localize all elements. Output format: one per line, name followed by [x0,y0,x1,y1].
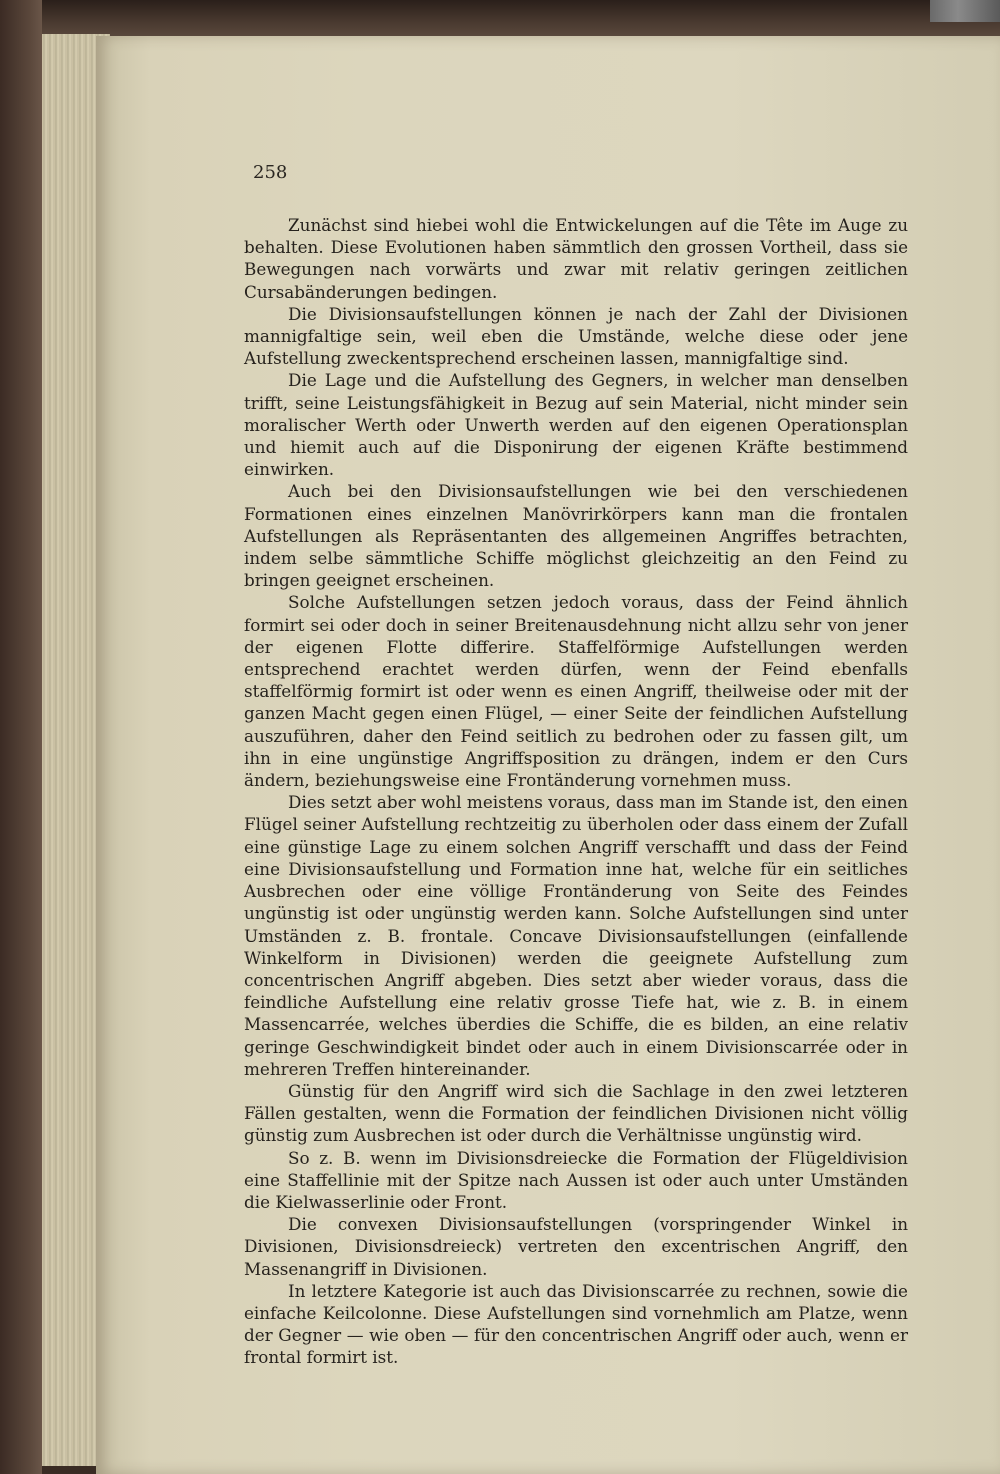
paragraph: Die Lage und die Aufstellung des Gegners, in welcher man denselben trifft, seine Leistungsfähigkeit in Bezug auf sein Material, nicht minder sein moralischer Werth oder Unwerth werden auf den eigenen Operationsplan und hiemit auch auf die Disponirung der eigenen Kräfte bestimmend einwirken. [244,370,908,480]
page-number: 258 [253,162,288,183]
book-cover-top-edge [0,0,1000,38]
paragraph: So z. B. wenn im Divisionsdreiecke die Formation der Flügeldivision eine Staffellinie mit der Spitze nach Aussen ist oder auch unter Umständen die Kielwasserlinie oder Front. [244,1147,908,1212]
scanner-corner [930,0,1000,22]
body-text [244,214,908,1369]
paragraph: Zunächst sind hiebei wohl die Entwickelungen auf die Tête im Auge zu behalten. Diese Evolutionen haben sämmtlich den grossen Vortheil, dass sie Bewegungen nach vorwärts und zwar mit relativ geringen zeitlichen Cursabänderungen bedingen. [244,215,908,302]
paragraph: Dies setzt aber wohl meistens voraus, dass man im Stande ist, den einen Flügel seiner Aufstellung rechtzeitig zu überholen oder dass einem der Zufall eine günstige Lage zu einem solchen Angriff verschafft und dass der Feind eine Divisionsaufstellung und Formation inne hat, welche für ein seitliches Ausbrechen oder eine völlige Frontänderung von Seite des Feindes ungünstig ist oder ungünstig werden kann. Solche Aufstellungen sind unter Umständen z. B. frontale. Concave Divisionsaufstellungen (einfallende Winkelform in Divisionen) werden die geeignete Aufstellung zum concentrischen Angriff abgeben. Dies setzt aber wieder voraus, dass die feindliche Aufstellung eine relativ grosse Tiefe hat, wie z. B. in einem Massencarrée, welches überdies die Schiffe, die es bilden, an eine relativ geringe Geschwindigkeit bindet oder auch in einem Divisionscarrée oder in mehreren Treffen hintereinander. [244,792,908,1079]
paragraph: Die convexen Divisionsaufstellungen (vorspringender Winkel in Divisionen, Divisionsdreieck) vertreten den excentrischen Angriff, den Massenangriff in Divisionen. [244,1214,908,1279]
paragraph: Solche Aufstellungen setzen jedoch voraus, dass der Feind ähnlich formirt sei oder doch in seiner Breitenausdehnung nicht allzu sehr von jener der eigenen Flotte differire. Staffelförmige Aufstellungen werden entsprechend erachtet werden dürfen, wenn der Feind ebenfalls staffelförmig formirt ist oder wenn es einen Angriff, theilweise oder mit der ganzen Macht gegen einen Flügel, — einer Seite der feindlichen Aufstellung auszuführen, daher den Feind seitlich zu bedrohen oder zu fassen gilt, um ihn in eine ungünstige Angriffsposition zu drängen, indem er den Curs ändern, beziehungsweise eine Frontänderung vornehmen muss. [244,592,908,791]
paragraph: Die Divisionsaufstellungen können je nach der Zahl der Divisionen mannigfaltige sein, weil eben die Umstände, welche diese oder jene Aufstellung zweckentsprechend erscheinen lassen, mannigfaltige sind. [244,303,908,369]
paragraph: Günstig für den Angriff wird sich die Sachlage in den zwei letzteren Fällen gestalten, wenn die Formation der feindlichen Divisionen nicht völlig günstig zum Ausbrechen ist oder durch die Verhältnisse ungünstig wird. [244,1080,908,1146]
paragraph: Auch bei den Divisionsaufstellungen wie bei den verschiedenen Formationen eines einzelnen Manövrirkörpers kann man die frontalen Aufstellungen als Repräsentanten des allgemeinen Angriffes betrachten, indem selbe sämmtliche Schiffe möglichst gleichzeitig an den Feind zu bringen geeignet erscheinen. [244,481,908,591]
paragraph: In letztere Kategorie ist auch das Divisionscarrée zu rechnen, sowie die einfache Keilcolonne. Diese Aufstellungen sind vornehmlich am Platze, wenn der Gegner — wie oben — für den concentrischen Angriff oder auch, wenn er frontal formirt ist. [244,1280,908,1368]
book-cover-spine [0,0,42,1474]
